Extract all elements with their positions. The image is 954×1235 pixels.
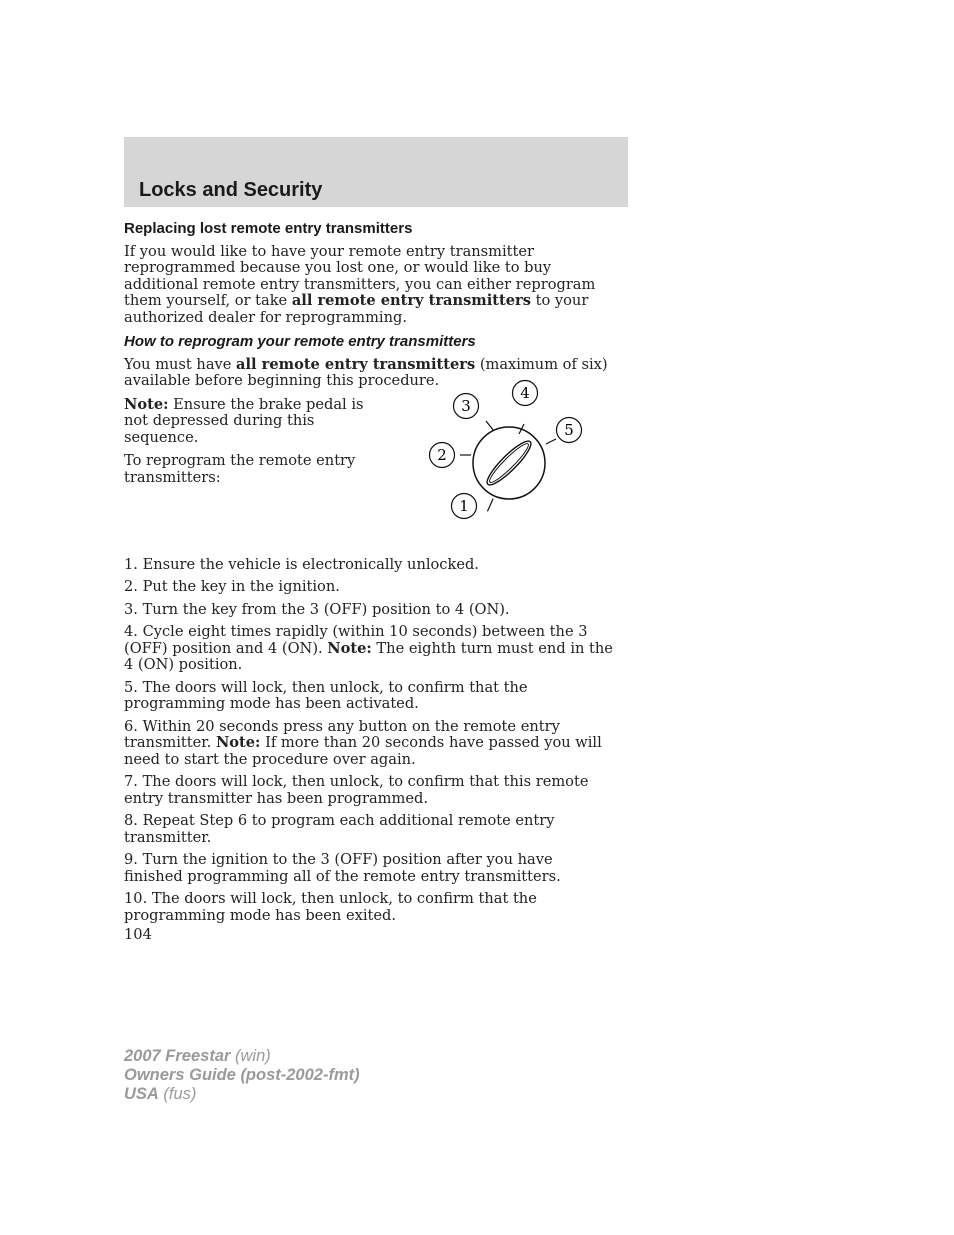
- footer-line: [124, 1066, 360, 1085]
- step-item: [124, 624, 614, 674]
- text-run: to your authorized dealer for reprogramming.: [124, 292, 589, 326]
- steps-list: [124, 557, 614, 925]
- text-run: If more than 20 seconds have passed you will need to start the procedure over again.: [124, 734, 602, 768]
- position-1-label: [452, 493, 477, 518]
- svg-text:3: 3: [461, 396, 471, 415]
- paragraph: [124, 244, 614, 327]
- step-item: [124, 719, 614, 769]
- text-run: You must have: [124, 355, 237, 373]
- position-2-label: [430, 442, 455, 467]
- tick-3: [486, 421, 494, 431]
- bold-text: all remote entry transmitters: [291, 292, 531, 309]
- footer-text: (fus): [158, 1085, 197, 1103]
- note-label: Note:: [124, 395, 169, 413]
- position-5-label: [557, 417, 582, 442]
- step-item: 3. Turn the key from the 3 (OFF) position to 4 (ON).: [124, 600, 510, 618]
- text-run: 4. Cycle eight times rapidly (within 10 seconds) between the 3 (OFF) position and 4 (ON).: [124, 623, 588, 657]
- position-3-label: [454, 393, 479, 418]
- ignition-cylinder: [473, 427, 545, 499]
- step-item: 8. Repeat Step 6 to program each additional remote entry transmitter.: [124, 812, 555, 846]
- section-heading: Replacing lost remote entry transmitters: [124, 220, 413, 237]
- intro-paragraph: To reprogram the remote entry transmitters:: [124, 452, 356, 486]
- note-label: Note:: [215, 734, 261, 751]
- position-4-label: [513, 380, 538, 405]
- bold-text: all remote entry transmitters: [236, 355, 476, 373]
- footer-bold: Owners Guide (post-2002-fmt): [124, 1066, 360, 1084]
- footer-line: [124, 1047, 360, 1066]
- svg-text:4: 4: [520, 383, 530, 402]
- footer-bold: 2007 Freestar: [124, 1047, 231, 1065]
- page-title: Locks and Security: [139, 179, 323, 201]
- step-item: 9. Turn the ignition to the 3 (OFF) position after you have finished programming all of the remote entry transmitters.: [124, 851, 561, 885]
- step-item: 2. Put the key in the ignition.: [124, 578, 340, 595]
- svg-text:1: 1: [459, 496, 469, 515]
- footer-bold: USA: [124, 1085, 159, 1103]
- note-label: Note:: [327, 639, 372, 657]
- text-run: The eighth turn must end in the 4 (ON) position.: [124, 639, 613, 673]
- text-run: If you would like to have your remote entry transmitter reprogrammed because you lost one, or would like to buy additional remote entry transmitters, you can either reprogram them yourself, or take: [124, 242, 596, 309]
- note-paragraph: [124, 397, 386, 447]
- figure-row: [124, 383, 614, 557]
- footer-text: (win): [230, 1047, 271, 1065]
- tick-5: [546, 439, 556, 444]
- text-run: 6. Within 20 seconds press any button on the remote entry transmitter.: [124, 717, 560, 751]
- footer-line: [124, 1085, 360, 1104]
- page-content: [124, 218, 614, 930]
- note-text: Ensure the brake pedal is not depressed during this sequence.: [124, 395, 364, 446]
- svg-text:2: 2: [437, 445, 447, 464]
- step-item: 5. The doors will lock, then unlock, to confirm that the programming mode has been activated.: [124, 678, 528, 712]
- section-header-band: [124, 137, 628, 207]
- tick-1: [487, 498, 493, 511]
- svg-text:5: 5: [564, 420, 574, 439]
- document-footer: [124, 1047, 360, 1104]
- text-run: (maximum of six) available before beginning this procedure.: [124, 355, 608, 389]
- subsection-heading: How to reprogram your remote entry transmitters: [124, 333, 476, 350]
- page-number: 104: [124, 926, 152, 943]
- step-item: 1. Ensure the vehicle is electronically unlocked.: [124, 555, 479, 573]
- figure-side-text: [124, 397, 386, 487]
- step-item: 10. The doors will lock, then unlock, to confirm that the programming mode has been exited.: [124, 890, 537, 924]
- step-item: 7. The doors will lock, then unlock, to confirm that this remote entry transmitter has been programmed.: [124, 773, 589, 807]
- ignition-diagram: [424, 377, 594, 527]
